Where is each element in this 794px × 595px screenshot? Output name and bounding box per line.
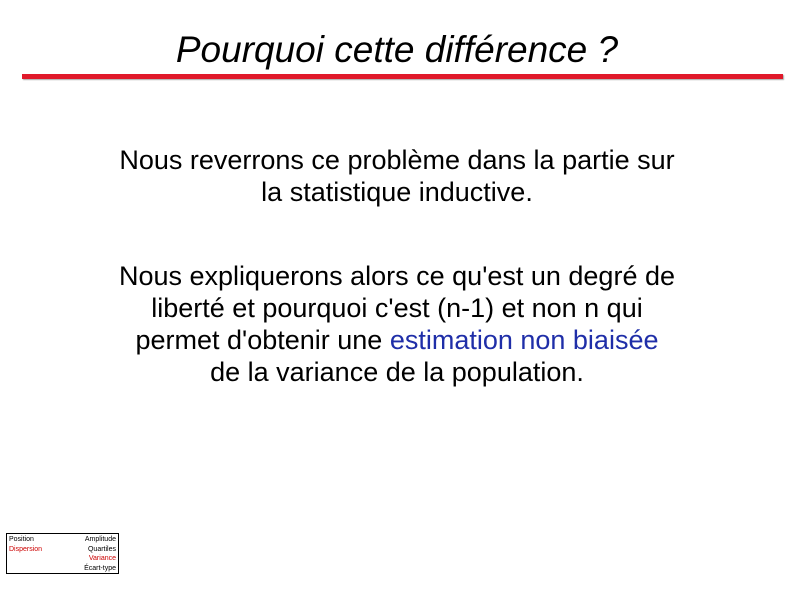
paragraph-2 <box>0 260 794 388</box>
paragraph-2-line-3 <box>0 324 794 356</box>
nav-link-amplitude[interactable]: Amplitude <box>84 536 116 543</box>
slide-title: Pourquoi cette différence ? <box>175 29 619 70</box>
section-nav-box <box>6 533 119 574</box>
paragraph-1-line-2: la statistique inductive. <box>261 177 533 207</box>
title-underline <box>22 74 783 79</box>
nav-link-variance[interactable]: Variance <box>88 555 116 562</box>
paragraph-1 <box>0 144 794 208</box>
nav-link-quartiles[interactable]: Quartiles <box>87 545 116 553</box>
nav-link-position[interactable]: Position <box>9 536 34 543</box>
paragraph-1-line-1: Nous reverrons ce problème dans la partie sur <box>119 145 675 175</box>
nav-left-column <box>9 535 42 554</box>
paragraph-2-line-4: de la variance de la population. <box>210 357 584 387</box>
paragraph-2-line-2: liberté et pourquoi c'est (n-1) et non n qui <box>151 293 643 323</box>
nav-link-ecart-type[interactable]: Écart-type <box>84 564 116 572</box>
highlighted-term: estimation non biaisée <box>389 325 659 355</box>
nav-right-column <box>84 535 116 573</box>
paragraph-2-line-3-text: permet d'obtenir une <box>135 325 390 355</box>
paragraph-2-line-1: Nous expliquerons alors ce qu'est un degré de <box>118 261 675 291</box>
nav-link-dispersion[interactable]: Dispersion <box>9 545 43 553</box>
